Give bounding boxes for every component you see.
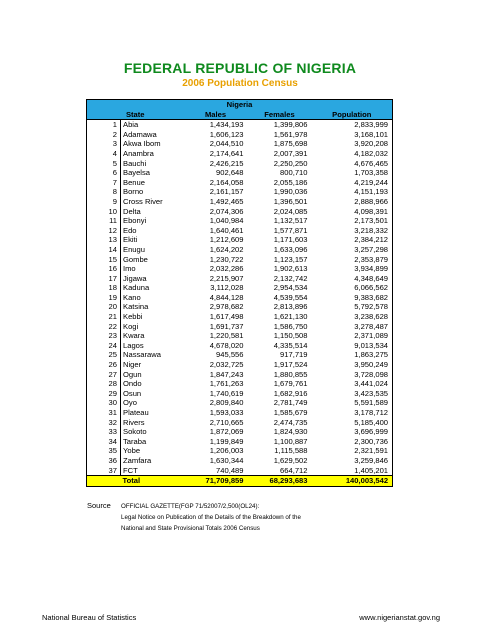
females-cell: 1,824,930	[273, 427, 308, 437]
total-population-cell: 140,003,542	[312, 476, 393, 487]
males-cell: 1,847,243	[209, 369, 244, 379]
females-cell: 1,679,761	[273, 379, 308, 389]
row-number-cell: 15	[87, 255, 121, 265]
state-name-cell: Kwara	[121, 331, 184, 341]
row-number-cell: 32	[87, 418, 121, 428]
population-table	[86, 99, 393, 487]
row-number-cell: 19	[87, 293, 121, 303]
row-number-cell: 37	[87, 466, 121, 476]
population-cell: 3,168,101	[312, 130, 393, 140]
total-label-cell: Total	[121, 476, 184, 487]
males-cell: 1,040,984	[209, 216, 244, 226]
males-cell: 1,624,202	[209, 244, 244, 254]
table-row	[87, 255, 393, 265]
population-cell: 2,353,879	[312, 255, 393, 265]
state-name-cell: Bauchi	[121, 159, 184, 169]
population-cell: 2,321,591	[312, 446, 393, 456]
table-row	[87, 312, 393, 322]
row-number-cell: 35	[87, 446, 121, 456]
females-cell: 1,150,508	[273, 331, 308, 341]
column-header-population: Population	[312, 110, 393, 120]
population-cell: 2,833,999	[312, 120, 393, 130]
table-row	[87, 456, 393, 466]
females-cell: 664,712	[280, 465, 308, 475]
population-cell: 9,013,534	[312, 341, 393, 351]
females-cell: 1,917,524	[273, 360, 308, 370]
table-row	[87, 159, 393, 169]
row-number-cell: 21	[87, 312, 121, 322]
population-cell: 3,950,249	[312, 360, 393, 370]
females-cell: 1,115,588	[274, 446, 308, 456]
page-subtitle: 2006 Population Census	[182, 78, 298, 89]
table-row	[87, 139, 393, 149]
state-name-cell: Kano	[121, 293, 184, 303]
table-row	[87, 418, 393, 428]
row-number-cell: 31	[87, 408, 121, 418]
females-cell: 1,396,501	[273, 196, 308, 206]
males-cell: 1,606,123	[209, 129, 244, 139]
population-cell: 3,178,712	[312, 408, 393, 418]
state-name-cell: Imo	[121, 264, 184, 274]
females-cell: 2,474,735	[273, 417, 308, 427]
row-number-cell: 28	[87, 379, 121, 389]
females-cell: 1,577,871	[273, 225, 308, 235]
males-cell: 740,489	[216, 465, 244, 475]
state-name-cell: Borno	[121, 187, 184, 197]
state-name-cell: Kebbi	[121, 312, 184, 322]
females-cell: 4,335,514	[273, 340, 308, 350]
table-row	[87, 120, 393, 130]
population-cell: 2,300,736	[312, 437, 393, 447]
source-label: Source	[87, 501, 111, 510]
table-row	[87, 398, 393, 408]
males-cell: 1,206,003	[209, 446, 244, 456]
state-name-cell: Edo	[121, 226, 184, 236]
males-cell: 1,872,069	[209, 427, 244, 437]
row-number-cell: 25	[87, 350, 121, 360]
row-number-cell: 16	[87, 264, 121, 274]
males-cell: 1,740,619	[209, 388, 244, 398]
females-cell: 1,880,855	[273, 369, 308, 379]
row-number-cell: 4	[87, 149, 121, 159]
females-cell: 1,902,613	[273, 264, 308, 274]
population-cell: 5,185,400	[312, 418, 393, 428]
population-cell: 9,383,682	[312, 293, 393, 303]
row-number-cell: 14	[87, 245, 121, 255]
population-cell: 3,728,098	[312, 370, 393, 380]
footer-publisher: National Bureau of Statistics	[42, 613, 137, 622]
population-cell: 3,259,846	[312, 456, 393, 466]
state-name-cell: Akwa Ibom	[121, 139, 184, 149]
females-cell: 2,954,534	[273, 283, 308, 293]
males-cell: 1,212,609	[209, 235, 244, 245]
column-header-state: State	[87, 110, 184, 120]
table-row	[87, 360, 393, 370]
state-name-cell: Ogun	[121, 370, 184, 380]
population-cell: 4,182,032	[312, 149, 393, 159]
column-header-females: Females	[248, 110, 312, 120]
males-cell: 1,761,263	[209, 379, 244, 389]
females-cell: 2,250,250	[273, 158, 308, 168]
row-number-cell: 10	[87, 207, 121, 217]
source-line-1: OFFICIAL GAZETTE(FGP 71/52007/2,500(OL24):	[121, 503, 260, 510]
state-name-cell: Oyo	[121, 398, 184, 408]
population-cell: 1,863,275	[312, 350, 393, 360]
row-number-cell: 27	[87, 370, 121, 380]
table-row	[87, 408, 393, 418]
table-row	[87, 235, 393, 245]
females-cell: 1,875,698	[273, 139, 308, 149]
females-cell: 2,132,742	[273, 273, 308, 283]
state-name-cell: Delta	[121, 207, 184, 217]
state-name-cell: Abia	[121, 120, 184, 130]
males-cell: 2,032,725	[209, 360, 244, 370]
table-row	[87, 283, 393, 293]
state-name-cell: Ondo	[121, 379, 184, 389]
row-number-cell: 30	[87, 398, 121, 408]
state-name-cell: Anambra	[121, 149, 184, 159]
total-number-cell	[87, 476, 121, 487]
population-cell: 4,219,244	[312, 178, 393, 188]
row-number-cell: 20	[87, 302, 121, 312]
males-cell: 1,220,581	[209, 331, 244, 341]
males-cell: 1,640,461	[209, 225, 244, 235]
females-cell: 1,621,130	[273, 312, 308, 322]
males-cell: 2,426,215	[209, 158, 244, 168]
row-number-cell: 22	[87, 322, 121, 332]
row-number-cell: 8	[87, 187, 121, 197]
population-cell: 2,371,089	[312, 331, 393, 341]
state-name-cell: Kaduna	[121, 283, 184, 293]
females-cell: 1,561,978	[273, 129, 308, 139]
table-row	[87, 187, 393, 197]
table-row	[87, 264, 393, 274]
row-number-cell: 17	[87, 274, 121, 284]
females-cell: 1,171,603	[273, 235, 308, 245]
footer-website-link[interactable]: www.nigerianstat.gov.ng	[359, 613, 440, 622]
state-name-cell: Adamawa	[121, 130, 184, 140]
table-row	[87, 226, 393, 236]
source-line-2: Legal Notice on Publication of the Details of the Breakdown of the	[121, 514, 301, 521]
source-line-3: National and State Provisional Totals 2006 Census	[121, 525, 260, 532]
state-name-cell: Katsina	[121, 302, 184, 312]
males-cell: 2,164,058	[209, 177, 244, 187]
table-row	[87, 322, 393, 332]
state-name-cell: Taraba	[121, 437, 184, 447]
row-number-cell: 9	[87, 197, 121, 207]
females-cell: 1,682,916	[273, 388, 308, 398]
table-total-row	[87, 476, 393, 487]
males-cell: 4,844,128	[209, 292, 244, 302]
state-name-cell: Gombe	[121, 255, 184, 265]
state-name-cell: Bayelsa	[121, 168, 184, 178]
population-cell: 1,405,201	[312, 466, 393, 476]
state-name-cell: Niger	[121, 360, 184, 370]
state-name-cell: Nassarawa	[121, 350, 184, 360]
table-row	[87, 245, 393, 255]
row-number-cell: 26	[87, 360, 121, 370]
population-cell: 5,792,578	[312, 302, 393, 312]
females-cell: 1,123,157	[273, 254, 308, 264]
population-cell: 3,257,298	[312, 245, 393, 255]
males-cell: 2,215,907	[209, 273, 244, 283]
row-number-cell: 12	[87, 226, 121, 236]
page-title: FEDERAL REPUBLIC OF NIGERIA	[123, 60, 357, 76]
row-number-cell: 18	[87, 283, 121, 293]
state-name-cell: Ekiti	[121, 235, 184, 245]
table-row	[87, 293, 393, 303]
row-number-cell: 36	[87, 456, 121, 466]
state-name-cell: Cross River	[121, 197, 184, 207]
population-cell: 6,066,562	[312, 283, 393, 293]
females-cell: 1,399,806	[273, 120, 308, 130]
males-cell: 2,161,157	[209, 187, 244, 197]
row-number-cell: 24	[87, 341, 121, 351]
row-number-cell: 11	[87, 216, 121, 226]
state-name-cell: Yobe	[121, 446, 184, 456]
females-cell: 2,055,186	[273, 177, 308, 187]
population-cell: 3,238,628	[312, 312, 393, 322]
population-cell: 4,676,465	[312, 159, 393, 169]
state-name-cell: FCT	[121, 466, 184, 476]
row-number-cell: 23	[87, 331, 121, 341]
state-name-cell: Lagos	[121, 341, 184, 351]
state-name-cell: Benue	[121, 178, 184, 188]
column-header-males: Males	[184, 110, 248, 120]
females-cell: 800,710	[280, 168, 308, 178]
table-group-header-row	[87, 100, 393, 110]
table-row	[87, 437, 393, 447]
row-number-cell: 34	[87, 437, 121, 447]
females-cell: 2,781,749	[273, 398, 308, 408]
table-body	[87, 120, 393, 487]
table-row	[87, 216, 393, 226]
source-text	[121, 501, 381, 534]
population-cell: 3,441,024	[312, 379, 393, 389]
males-cell: 3,112,028	[210, 283, 244, 293]
table-group-header: Nigeria	[87, 100, 393, 110]
females-cell: 1,990,036	[273, 187, 308, 197]
females-cell: 1,633,096	[273, 244, 308, 254]
population-cell: 4,348,649	[312, 274, 393, 284]
males-cell: 1,434,193	[209, 120, 244, 130]
table-row	[87, 379, 393, 389]
females-cell: 2,813,896	[273, 302, 308, 312]
row-number-cell: 13	[87, 235, 121, 245]
population-cell: 3,920,208	[312, 139, 393, 149]
population-cell: 2,173,501	[312, 216, 393, 226]
table-row	[87, 389, 393, 399]
population-cell: 3,218,332	[312, 226, 393, 236]
table-row	[87, 130, 393, 140]
table-row	[87, 168, 393, 178]
males-cell: 1,630,344	[209, 455, 244, 465]
males-cell: 2,809,840	[209, 398, 244, 408]
table-row	[87, 370, 393, 380]
table-header-row	[87, 110, 393, 120]
table-row	[87, 446, 393, 456]
males-cell: 1,593,033	[209, 408, 244, 417]
females-cell: 1,585,679	[273, 408, 308, 417]
total-males-cell: 71,709,859	[184, 476, 248, 487]
table-row	[87, 427, 393, 437]
females-cell: 2,007,391	[273, 148, 308, 158]
table-row	[87, 197, 393, 207]
males-cell: 2,032,286	[209, 264, 244, 274]
row-number-cell: 6	[87, 168, 121, 178]
males-cell: 1,199,849	[209, 436, 244, 446]
population-cell: 2,384,212	[312, 235, 393, 245]
males-cell: 2,044,510	[209, 139, 244, 149]
state-name-cell: Osun	[121, 389, 184, 399]
population-cell: 4,098,391	[312, 207, 393, 217]
males-cell: 2,978,682	[209, 302, 244, 312]
row-number-cell: 1	[87, 120, 121, 130]
table-row	[87, 350, 393, 360]
row-number-cell: 2	[87, 130, 121, 140]
total-females-cell: 68,293,683	[248, 476, 312, 487]
row-number-cell: 7	[87, 178, 121, 188]
population-cell: 3,423,535	[312, 389, 393, 399]
row-number-cell: 5	[87, 159, 121, 169]
males-cell: 2,174,641	[209, 148, 244, 158]
females-cell: 4,539,554	[273, 292, 308, 302]
population-cell: 3,278,487	[312, 322, 393, 332]
row-number-cell: 29	[87, 389, 121, 399]
state-name-cell: Zamfara	[121, 456, 184, 466]
state-name-cell: Plateau	[121, 408, 184, 418]
table-row	[87, 302, 393, 312]
males-cell: 1,691,737	[209, 321, 244, 331]
population-cell: 1,703,358	[312, 168, 393, 178]
table-row	[87, 331, 393, 341]
females-cell: 2,024,085	[273, 206, 308, 216]
males-cell: 1,492,465	[209, 196, 244, 206]
males-cell: 4,678,020	[209, 340, 244, 350]
males-cell: 2,074,306	[209, 206, 244, 216]
table-row	[87, 341, 393, 351]
males-cell: 945,556	[216, 350, 244, 360]
females-cell: 917,719	[280, 350, 308, 360]
table-row	[87, 466, 393, 476]
state-name-cell: Sokoto	[121, 427, 184, 437]
table-row	[87, 178, 393, 188]
population-cell: 2,888,966	[312, 197, 393, 207]
state-name-cell: Ebonyi	[121, 216, 184, 226]
table-row	[87, 207, 393, 217]
population-cell: 3,696,999	[312, 427, 393, 437]
males-cell: 902,648	[216, 168, 244, 178]
table-row	[87, 149, 393, 159]
males-cell: 1,230,722	[209, 254, 244, 264]
males-cell: 1,617,498	[209, 312, 244, 322]
state-name-cell: Kogi	[121, 322, 184, 332]
state-name-cell: Jigawa	[121, 274, 184, 284]
row-number-cell: 3	[87, 139, 121, 149]
state-name-cell: Enugu	[121, 245, 184, 255]
females-cell: 1,586,750	[273, 321, 308, 331]
state-name-cell: Rivers	[121, 418, 184, 428]
females-cell: 1,132,517	[273, 216, 308, 226]
population-cell: 3,934,899	[312, 264, 393, 274]
row-number-cell: 33	[87, 427, 121, 437]
females-cell: 1,100,887	[273, 436, 308, 446]
table-row	[87, 274, 393, 284]
population-cell: 5,591,589	[312, 398, 393, 408]
females-cell: 1,629,502	[273, 455, 308, 465]
population-cell: 4,151,193	[312, 187, 393, 197]
males-cell: 2,710,665	[209, 417, 244, 427]
